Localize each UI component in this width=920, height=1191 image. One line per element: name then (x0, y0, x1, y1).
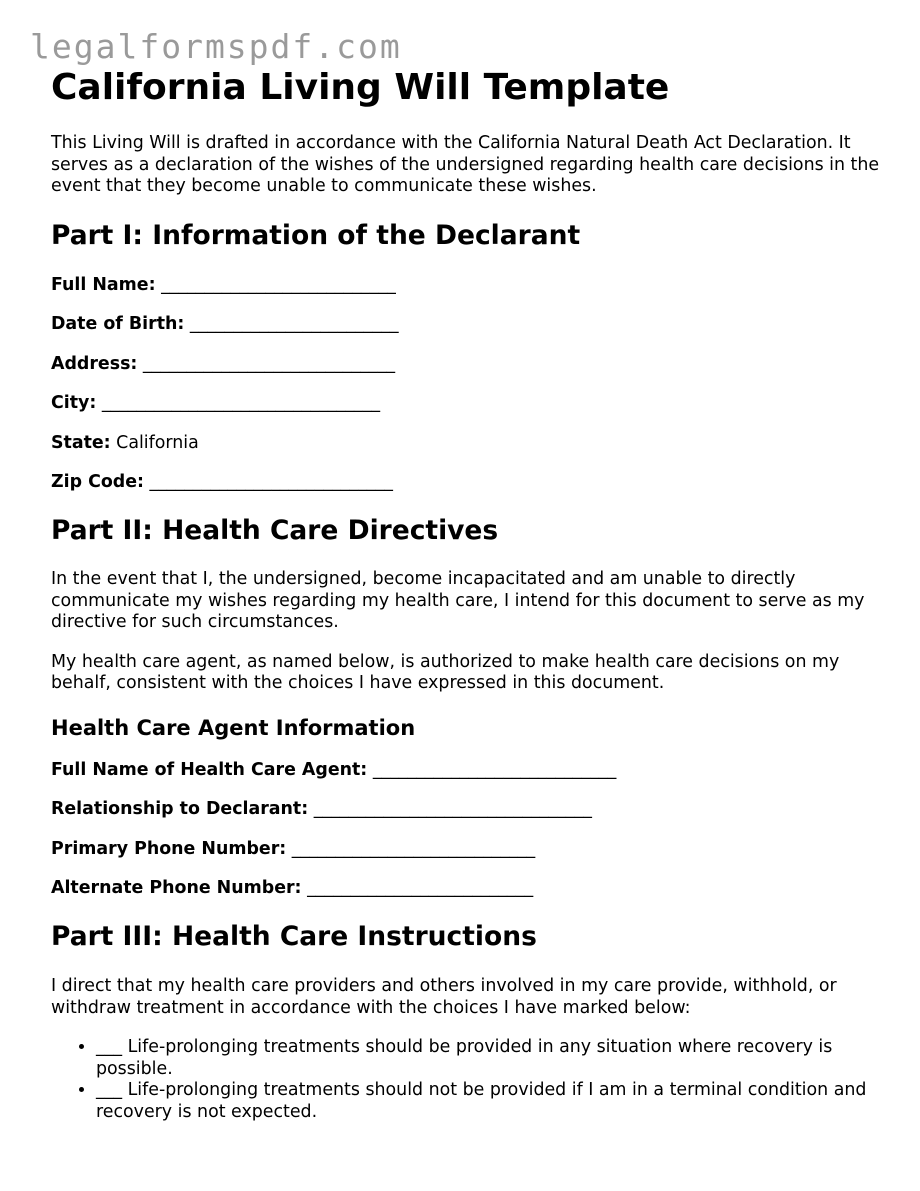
field-date-of-birth[interactable] (51, 313, 881, 335)
field-value[interactable]: ________________________________ (313, 799, 592, 819)
field-zip-code[interactable] (51, 471, 881, 493)
field-value[interactable]: ____________________________ (149, 472, 393, 492)
field-agent-relationship[interactable] (51, 798, 881, 820)
field-full-name[interactable] (51, 274, 881, 296)
agent-authority-paragraph: My health care agent, as named below, is authorized to make health care decisions on my behalf, consistent with the choices I have expressed in this document. (51, 651, 840, 693)
field-label: Full Name: (51, 274, 156, 295)
field-label: Full Name of Health Care Agent: (51, 759, 368, 780)
field-address[interactable] (51, 353, 881, 375)
agent-info-heading: Health Care Agent Information (51, 715, 416, 740)
choice-item[interactable]: • ___ Life-prolonging treatments should not be provided if I am in a terminal condition and recovery is not expected. (96, 1080, 881, 1123)
choice-item[interactable]: • ___ Life-prolonging treatments should be provided in any situation where recovery is possible. (96, 1037, 881, 1080)
field-city[interactable] (51, 392, 881, 414)
field-value[interactable]: __________________________ (307, 878, 534, 898)
field-value[interactable]: ____________________________ (372, 759, 617, 780)
directive-paragraph: In the event that I, the undersigned, become incapacitated and am unable to directly communicate my wishes regarding my health care, I intend for this document to serve as my directive for such circumstances. (51, 569, 865, 632)
field-label: Alternate Phone Number: (51, 878, 302, 898)
part2-heading: Part II: Health Care Directives (51, 515, 499, 546)
field-value[interactable]: ________________________ (189, 314, 399, 334)
field-value[interactable]: ___________________________ (161, 274, 396, 295)
field-value[interactable]: _____________________________ (142, 353, 396, 374)
field-agent-alternate-phone[interactable] (51, 877, 881, 899)
field-label: Address: (51, 353, 138, 374)
field-label: Zip Code: (51, 472, 144, 492)
instructions-paragraph: I direct that my health care providers and others involved in my care provide, withhold, or withdraw treatment in accordance with the choices I have marked below: (51, 976, 837, 1018)
part1-heading: Part I: Information of the Declarant (51, 219, 581, 251)
field-label: Primary Phone Number: (51, 838, 287, 859)
field-value[interactable]: ________________________________ (101, 393, 381, 413)
part3-heading: Part III: Health Care Instructions (51, 921, 537, 952)
intro-paragraph: This Living Will is drafted in accordance with the California Natural Death Act Declaration. It serves as a declaration of the wishes of the undersigned regarding health care decisions in the event that they become unable to communicate these wishes. (51, 133, 880, 196)
page-title: California Living Will Template (51, 67, 670, 108)
watermark: legalformspdf.com (30, 27, 402, 66)
field-agent-primary-phone[interactable] (51, 838, 881, 860)
field-agent-full-name[interactable] (51, 759, 881, 781)
field-state (51, 432, 881, 454)
document-page (51, 66, 881, 1123)
field-label: State: (51, 432, 111, 453)
field-value: California (116, 432, 199, 453)
field-label: Relationship to Declarant: (51, 799, 309, 819)
field-label: Date of Birth: (51, 314, 185, 334)
field-value[interactable]: ____________________________ (291, 838, 536, 859)
choices-list (51, 1037, 881, 1123)
field-label: City: (51, 393, 97, 413)
